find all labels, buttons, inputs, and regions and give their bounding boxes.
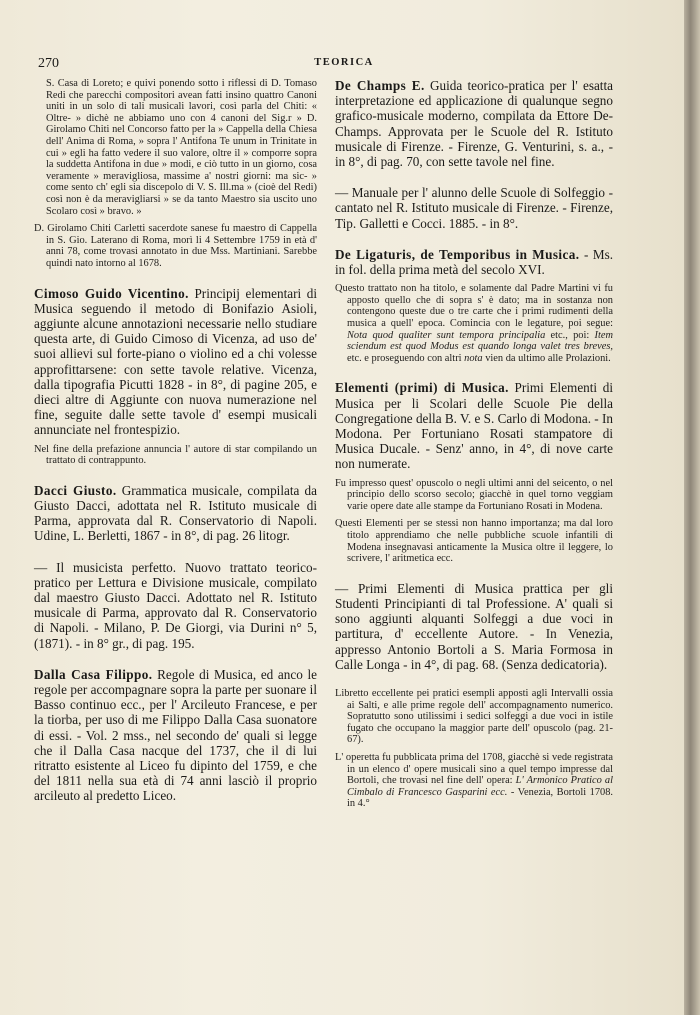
entry-body: Principij elementari di Musica seguendo il metodo di Bonifazio Asioli, aggiunte alcune annotazioni necessarie nello studiare questa arte, di Guido Cimoso di Vicenza, ad uso de' suoi allievi sul forte-piano o violino ed a chi volesse approfittarsene: con sette tavole relative. Vicenza, dalla tipografia Picutti 1828 - in 8°, di pagine 205, e dieci altre di Aggiunte con nuova numerazione nel fine, seguite dalle sette tavole d' esempi musicali annunciate nel frontespizio.: [34, 285, 317, 438]
running-head: [38, 56, 650, 72]
note-chiti: D. Girolamo Chiti Carletti sacerdote sanese fu maestro di Cappella in S. Gio. Laterano di Roma, morì li 4 Settembre 1759 in età d' anni 78, come trovasi annotato in due Mss. Martiniani. Sarebbe quindi nato intorno al 1678.: [34, 223, 317, 269]
left-column: [34, 78, 317, 810]
entry-heading: Dalla Casa Filippo.: [34, 666, 153, 682]
right-column: [335, 78, 613, 816]
running-title: TEORICA: [314, 57, 374, 68]
note-elementi-1: Fu impresso quest' opuscolo o negli ultimi anni del seicento, o nel principio dello scorso secolo; giacchè in quel torno veggiam varie opere date alle stampe da Fortuniano Rosati in Modena.: [335, 477, 613, 512]
note-text: etc., poi:: [545, 329, 595, 341]
entry-body: Guida teorico-pratica per l' esatta interpretazione ed applicazione di qualunque segno grafico-musicale moderno, compilata da Ettore De-Champs. Approvata per le Scuole del R. Istituto musicale di Firenze. - Firenze, G. Venturini, s. a., - in 8°, di pag. 70, con sette tavole nel fine.: [335, 78, 613, 170]
note-continued: S. Casa di Loreto; e quivi ponendo sotto i riflessi di D. Tomaso Redi che parecchi compositori avean fatti insino quattro Canoni uniti in un solo di tali musicali lavori, così parla del Chiti: « Oltre- » dichè ne abbiamo uno con 4 canoni del Sig.r » D. Girolamo Chiti nel Concorso fatto per la » Cappella della Chiesa dell' Anima di Roma, » sopra l' Antifona Te unum in Trinitate in cui » egli ha fatto vedere il suo valore, oltre il » comporre sopra la suddetta Antifona in due » modi, e ciò tutto in un giorno, cosa veramente » meravigliosa, massime a' nostri giorni: ma sic- » come sento ch' egli sia discepolo di V. S. Ill.ma » (cioè del Redi) così non è da meravigliarsi » se da tanto Maestro sia uscito uno Scolaro così » bravo. »: [46, 78, 317, 217]
note-elementi-4: [335, 752, 613, 810]
note-text: vien da ultimo alle Prolazioni.: [482, 352, 611, 364]
entry-heading: De Champs E.: [335, 78, 425, 93]
entry-body: - Ms. in fol. della prima metà del secolo XVI.: [335, 246, 613, 278]
entry-de-champs-2: — Manuale per l' alunno delle Scuole di Solfeggio - cantato nel R. Istituto musicale di Firenze. - Firenze, Tip. Galletti e Cocci. 1885. - in 8°.: [335, 185, 613, 231]
entry-de-champs: [335, 78, 613, 169]
note-latin: nota: [464, 352, 483, 364]
note-text: L' operetta fu pubblicata prima del 1708, giacchè si vede registrata in un elenco d' opere musicali sino a quel tempo impresse dal Bortoli, che trovasi nel fine dell' opera:: [335, 751, 613, 787]
note-latin: Nota quod qualiter sunt tempora principalia: [347, 329, 546, 341]
entry-cimoso: [34, 286, 317, 438]
note-text: - Venezia, Bortoli 1708. in 4.°: [347, 786, 614, 810]
entry-heading: Cimoso Guido Vicentino.: [34, 285, 189, 301]
entry-heading: De Ligaturis, de Temporibus in Musica.: [335, 246, 580, 262]
note-title: L' Armonico Pratico al Cimbalo di Francesco Gasparini ecc.: [347, 775, 613, 798]
entry-heading: Elementi (primi) di Musica.: [335, 380, 509, 396]
note-elementi-3: Libretto eccellente pei pratici esempli apposti agli Intervalli ossia ai Salti, e alle prime regole dell' accompagnamento numerico. Sopratutto sono utilissimi i sedici solfeggi a due voci in istile fugato che occupano la maggior parte dell' opuscolo (pag. 21-67).: [335, 687, 613, 746]
entry-dalla-casa: [34, 667, 317, 804]
entry-dacci: [34, 483, 317, 544]
note-latin: Item sciendum est quod Modus est quando longa valet tres breves,: [347, 329, 613, 353]
note-cimoso: Nel fine della prefazione annuncia l' autore di star compilando un trattato di contrappunto.: [34, 443, 317, 467]
entry-dacci-2: — Il musicista perfetto. Nuovo trattato teorico-pratico per Lettura e Divisione musicale, compilato dal maestro Giusto Dacci. Adottato nel R. Istituto musicale di Parma, approvato dal R. Conservatorio di Napoli. - Milano, P. De Giorgi, via Durini n° 5, (1871). - in 8° gr., di pag. 195.: [34, 559, 317, 651]
entry-body: Grammatica musicale, compilata da Giusto Dacci, adottata nel R. Istituto musicale di Parma, approvata dal R. Conservatorio di Napoli. Udine, L. Berletti, 1867 - in 8°, di pag. 26 litogr.: [34, 482, 317, 544]
note-text: Questo trattato non ha titolo, e solamente dal Padre Martini vi fu apposto quello che di sopra s' è dato; ma in sostanza non contengono queste due o tre carte che i primi rudimenti della musica a quell' epoca. Comincia con le legature, poi segue:: [335, 283, 613, 330]
entry-ligaturis: [335, 247, 613, 277]
note-elementi-2: Questi Elementi per se stessi non hanno importanza; ma dal loro titolo apprendiamo che nelle pubbliche scuole infantili di Modena insegnavasi anticamente la Musica oltre il leggere, lo scrivere, l' aritmetica ecc.: [335, 518, 613, 565]
page-edge-shadow: [684, 0, 700, 1015]
note-text: etc. e proseguendo con altri: [347, 352, 465, 364]
entry-elementi-2: — Primi Elementi di Musica prattica per gli Studenti Principianti di tal Professione. A' quali si sono aggiunti alquanti Solfeggi a due voci in partitura, d' eccellente Autore. - In Venezia, appresso Antonio Bortoli a S. Maria Formosa in Calle Longa - in 4°, di pag. 68. (Senza dedicatoria).: [335, 580, 613, 672]
entry-elementi: [335, 380, 613, 471]
entry-body: Primi Elementi di Musica per li Scolari delle Scuole Pie della Congregatione della B. V. e S. Carlo di Modona. - In Modona. Per Fortuniano Rosati stampatore di Musica Ducale. - Senz' anno, in 4°, di nove carte non numerate.: [335, 380, 613, 472]
page-number: 270: [38, 56, 59, 71]
entry-heading: Dacci Giusto.: [34, 482, 117, 498]
entry-body: Regole di Musica, ed anco le regole per accompagnare sopra la parte per suonare il Basso continuo ecc., per l' Arcileuto Francese, e per la tiorba, per uso di me Filippo Dalla Casa suonatore di essi. - Vol. 2 mss., nel secondo de' quali si legge che il Dalla Casa nacque del 1737, che il di lui ritratto esistente al Liceo fu dipinto del 1759, e che del 1811 nella sua età di 74 anni lasciò il proprio arcileuto al predetto Liceo.: [34, 666, 318, 804]
note-ligaturis: [335, 283, 613, 364]
